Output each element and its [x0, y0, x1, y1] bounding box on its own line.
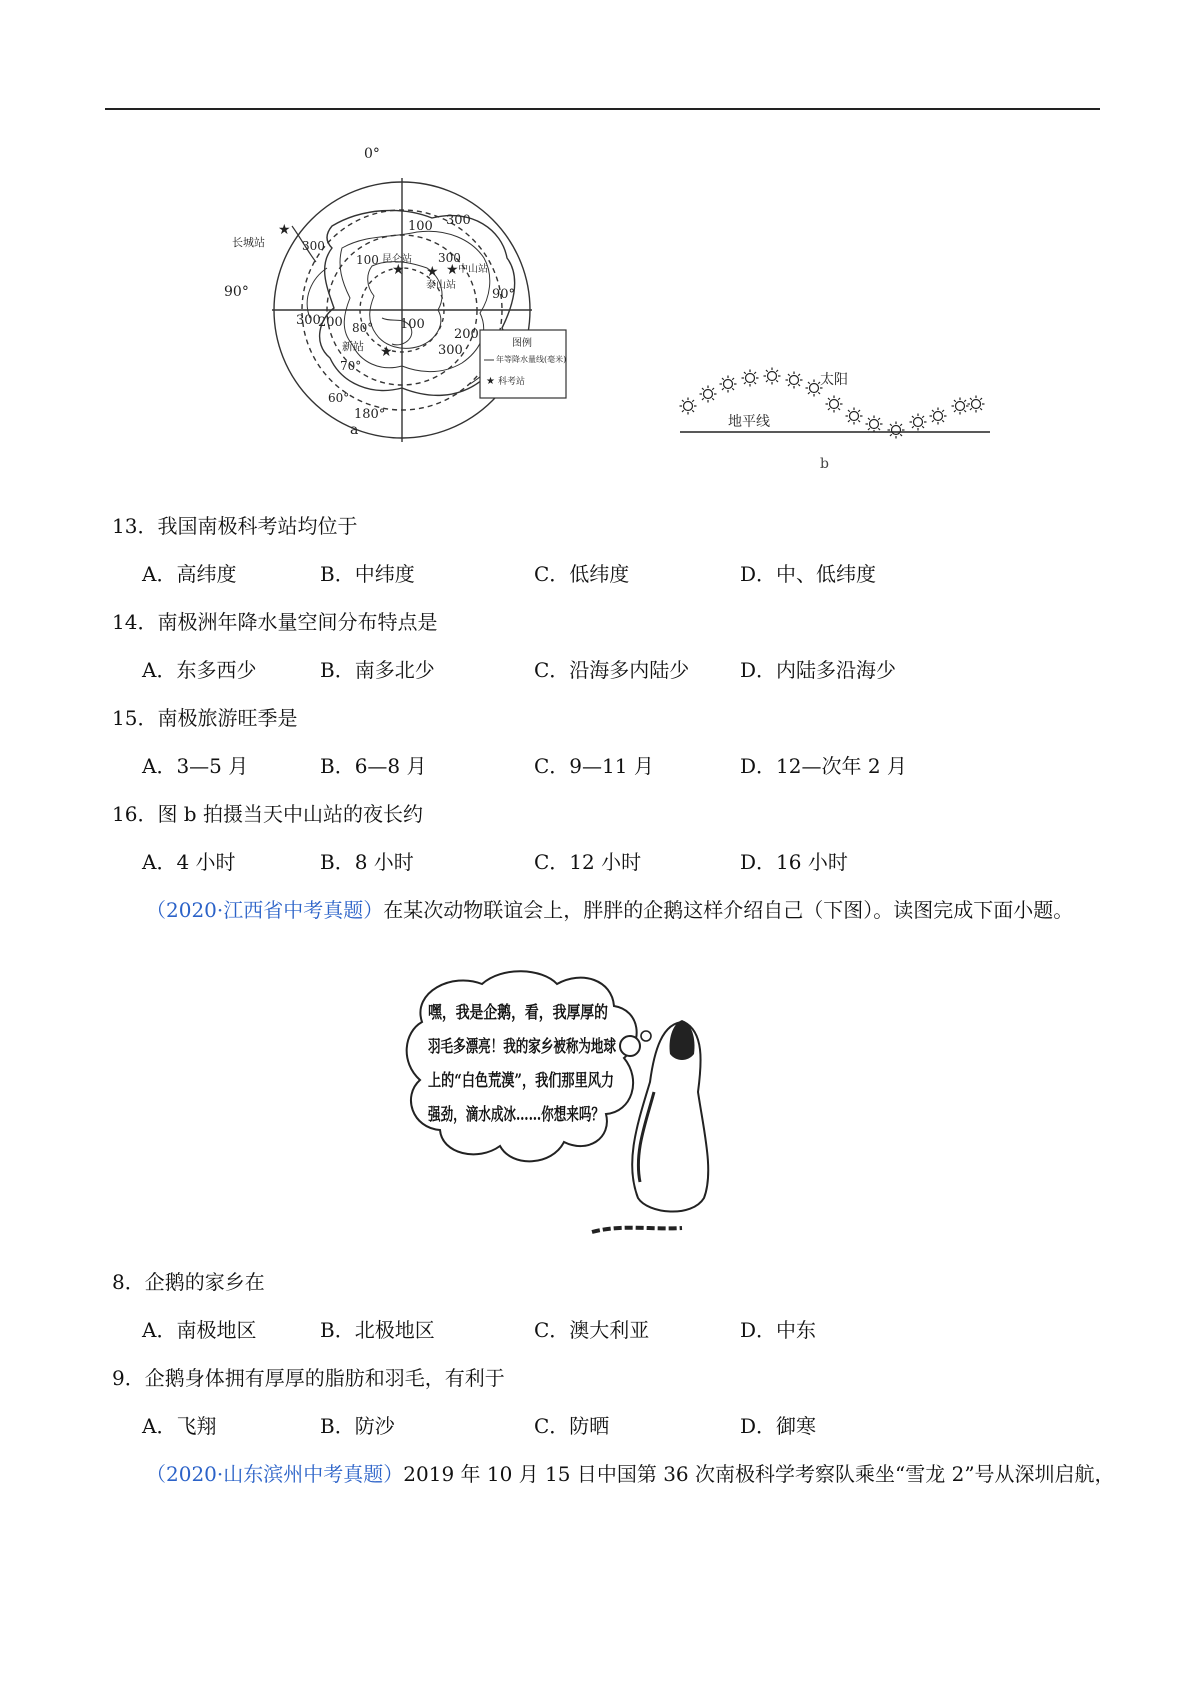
- bubble-line-4: 强劲，滴水成冰……你想来吗？: [428, 1105, 666, 1125]
- option[interactable]: C．沿海多内陆少: [534, 658, 690, 682]
- question-15: 15．南极旅游旺季是: [112, 706, 298, 730]
- label-iso-300-top: 300: [446, 213, 471, 228]
- map-legend: [480, 330, 566, 398]
- label-station-changcheng: 长城站: [232, 236, 265, 249]
- label-lat-60: 60°: [328, 391, 350, 405]
- label-iso-300-upper-left: 300: [302, 239, 325, 253]
- option[interactable]: D．御寒: [740, 1414, 817, 1438]
- label-station-xinzhan: 新站: [342, 340, 364, 353]
- sun-icon: [952, 398, 969, 415]
- figure-penguin: [392, 962, 732, 1252]
- label-iso-200-left: 200: [318, 315, 343, 330]
- figure-a-antarctica-map: [224, 146, 632, 478]
- option[interactable]: B．北极地区: [320, 1318, 435, 1342]
- sun-icon: [888, 422, 905, 439]
- label-iso-100-mid: 100: [356, 253, 379, 267]
- svg-text:★: ★: [486, 376, 495, 387]
- option[interactable]: D．16 小时: [740, 850, 848, 874]
- label-iso-100-bottom: 100: [400, 317, 425, 332]
- intro-text: 2019 年 10 月 15 日中国第 36 次南极科学考察队乘坐“雪龙 2”号从深圳启航，: [403, 1462, 1115, 1486]
- label-lon-90e: 90°: [492, 287, 516, 302]
- sun-icon: [930, 408, 947, 425]
- label-station-zhongshan: 中山站: [458, 264, 488, 275]
- option[interactable]: A．4 小时: [142, 850, 236, 874]
- header-rule: [105, 108, 1100, 110]
- label-iso-300-right: 300: [438, 251, 461, 265]
- figure-b-sun-path: [670, 360, 1010, 480]
- intro-text: 在某次动物联谊会上，胖胖的企鹅这样介绍自己（下图）。读图完成下面小题。: [383, 898, 1074, 922]
- svg-text:★: ★: [392, 262, 405, 278]
- source-tag[interactable]: （2020·山东滨州中考真题）: [146, 1462, 404, 1486]
- sun-icon: [910, 414, 927, 431]
- intro-binzhou: [146, 1460, 1115, 1488]
- sun-icon: [786, 372, 803, 389]
- sun-icon: [826, 396, 843, 413]
- question-9: 9．企鹅身体拥有厚厚的脂肪和羽毛，有利于: [112, 1366, 505, 1390]
- figure-a-label: a: [350, 422, 359, 438]
- option[interactable]: D．12—次年 2 月: [740, 754, 907, 778]
- sun-label: 太阳: [820, 372, 848, 388]
- bubble-line-1: 嘿，我是企鹅，看，我厚厚的: [428, 1003, 649, 1023]
- label-iso-100-top: 100: [408, 219, 433, 234]
- legend-isoline: 年等降水量线(毫米): [496, 355, 567, 364]
- label-iso-300-bottom: 300: [438, 343, 463, 358]
- option[interactable]: C．澳大利亚: [534, 1318, 650, 1342]
- option[interactable]: B．中纬度: [320, 562, 415, 586]
- label-lat-70: 70°: [340, 359, 362, 373]
- sun-icon: [866, 416, 883, 433]
- option[interactable]: A．飞翔: [142, 1414, 217, 1438]
- svg-text:★: ★: [446, 262, 459, 278]
- option[interactable]: A．3—5 月: [142, 754, 249, 778]
- sun-icon: [968, 396, 985, 413]
- horizon-label: 地平线: [728, 414, 770, 430]
- svg-text:★: ★: [426, 264, 439, 280]
- label-iso-300-left: 300: [296, 313, 321, 328]
- sun-icon: [700, 386, 717, 403]
- sun-icon: [720, 376, 737, 393]
- option[interactable]: D．内陆多沿海少: [740, 658, 897, 682]
- option[interactable]: A．东多西少: [142, 658, 257, 682]
- option[interactable]: B．防沙: [320, 1414, 395, 1438]
- question-16: 16．图 b 拍摄当天中山站的夜长约: [112, 802, 423, 826]
- legend-title: 图例: [512, 338, 532, 349]
- option[interactable]: C．12 小时: [534, 850, 642, 874]
- label-station-taishan: 泰山站: [426, 280, 456, 291]
- label-iso-200-right: 200: [454, 327, 479, 342]
- option[interactable]: D．中、低纬度: [740, 562, 877, 586]
- option[interactable]: C．低纬度: [534, 562, 630, 586]
- label-lon-180: 180°: [354, 407, 386, 422]
- bubble-line-2: 羽毛多漂亮！我的家乡被称为地球: [428, 1037, 683, 1057]
- label-lon-0: 0°: [364, 146, 380, 162]
- sun-icon: [680, 398, 697, 415]
- sun-icon: [764, 368, 781, 385]
- question-8: 8．企鹅的家乡在: [112, 1270, 265, 1294]
- svg-text:★: ★: [278, 222, 291, 238]
- option[interactable]: A．南极地区: [142, 1318, 257, 1342]
- sun-icon: [742, 370, 759, 387]
- question-14: 14．南极洲年降水量空间分布特点是: [112, 610, 438, 634]
- intro-jiangxi: [146, 896, 1073, 924]
- sun-icon: [846, 408, 863, 425]
- question-13: 13．我国南极科考站均位于: [112, 514, 358, 538]
- label-station-kunlun: 昆仑站: [382, 254, 412, 265]
- source-tag[interactable]: （2020·江西省中考真题）: [146, 898, 384, 922]
- figure-b-label: b: [820, 456, 829, 472]
- option[interactable]: B．8 小时: [320, 850, 414, 874]
- option[interactable]: C．防晒: [534, 1414, 610, 1438]
- bubble-line-3: 上的“白色荒漠”，我们那里风力: [428, 1071, 669, 1091]
- option[interactable]: A．高纬度: [142, 562, 237, 586]
- label-lat-80: 80°: [352, 321, 374, 335]
- label-lon-90w: 90°: [224, 284, 249, 300]
- svg-text:★: ★: [380, 344, 393, 360]
- option[interactable]: D．中东: [740, 1318, 817, 1342]
- option[interactable]: B．6—8 月: [320, 754, 427, 778]
- legend-station: 科考站: [498, 377, 526, 387]
- option[interactable]: C．9—11 月: [534, 754, 654, 778]
- option[interactable]: B．南多北少: [320, 658, 435, 682]
